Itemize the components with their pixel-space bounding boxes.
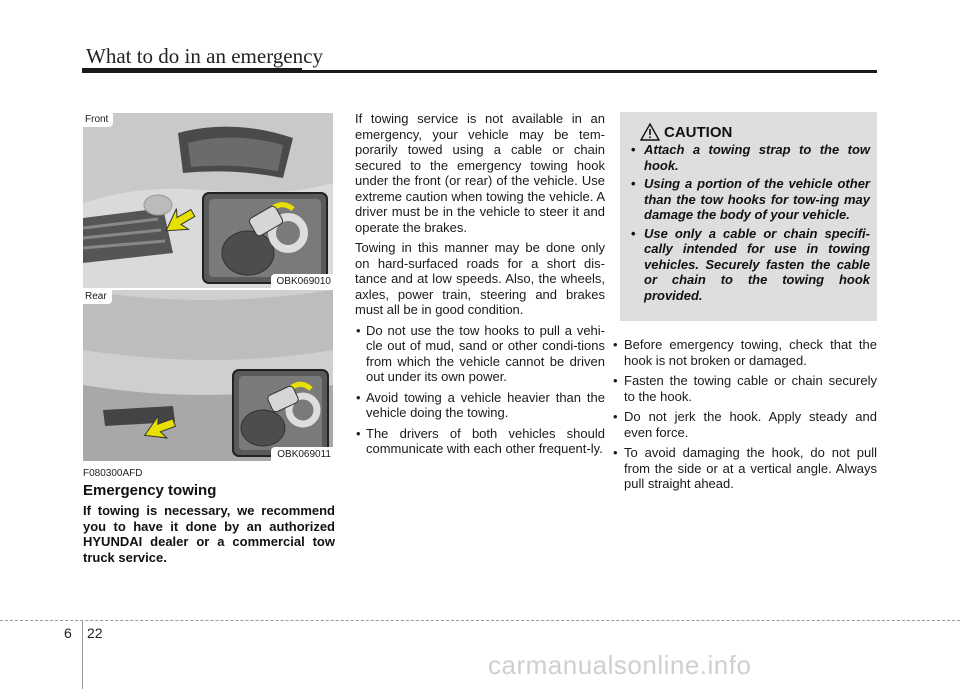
list-item: • Do not jerk the hook. Apply steady and even force. <box>612 409 877 440</box>
bullet-list <box>355 323 605 457</box>
rear-bumper-illustration <box>83 290 333 461</box>
list-item: • Avoid towing a vehicle heavier than the vehicle doing the towing. <box>355 390 605 421</box>
section-intro: If towing is necessary, we recommend you to have it done by an authorized HYUNDAI dealer or a commercial tow truck service. <box>83 503 335 565</box>
page-header-title: What to do in an emergency <box>86 44 323 68</box>
caution-title: CAUTION <box>664 124 733 141</box>
caution-list <box>628 142 870 306</box>
list-item: • Before emergency towing, check that the hook is not broken or damaged. <box>612 337 877 368</box>
caution-item: • Attach a towing strap to the tow hook. <box>628 142 870 173</box>
header-rule-accent <box>82 68 302 73</box>
list-item: • To avoid damaging the hook, do not pull from the side or at a vertical angle. Always pull straight ahead. <box>612 445 877 492</box>
chapter-number: 6 <box>64 625 72 641</box>
caution-item: • Using a portion of the vehicle other than the tow hooks for tow-ing may damage the body of your vehicle. <box>628 176 870 223</box>
page-number: 22 <box>87 625 103 641</box>
figure-code-rear: OBK069011 <box>271 447 333 461</box>
paragraph: Towing in this manner may be done only on hard-surfaced roads for a short dis-tance and at low speeds. Also, the wheels, axles, power train, steering and brakes must all be in good condition. <box>355 240 605 317</box>
caution-item: • Use only a cable or chain specifi-cally intended for use in towing vehicles. Securely fasten the cable or chain to the towing hook provided. <box>628 226 870 304</box>
footer-rule <box>0 620 960 621</box>
paragraph: If towing service is not available in an emergency, your vehicle may be tem-porarily towed using a cable or chain secured to the emergency towing hook under the front (or rear) of the vehicle. Use extreme caution when towing the vehicle. A driver must be in the vehicle to steer it and operate the brakes. <box>355 111 605 235</box>
figure-code-front: OBK069010 <box>271 274 334 288</box>
list-item: • Do not use the tow hooks to pull a vehi-cle out of mud, sand or other condi-tions from which the vehicle cannot be driven out under its own power. <box>355 323 605 385</box>
section-heading: Emergency towing <box>83 482 217 499</box>
section-code: F080300AFD <box>83 468 143 479</box>
rear-tow-hook-figure <box>83 290 333 461</box>
figure-label-rear: Rear <box>83 290 112 304</box>
front-tow-hook-figure <box>83 113 333 288</box>
column-3 <box>612 337 877 497</box>
watermark: carmanualsonline.info <box>488 650 752 680</box>
warning-triangle-icon <box>640 122 660 142</box>
bullet-list <box>612 337 877 492</box>
footer-divider <box>82 620 83 689</box>
column-2 <box>355 111 605 462</box>
caution-box <box>620 112 877 321</box>
list-item: • The drivers of both vehicles should communicate with each other frequent-ly. <box>355 426 605 457</box>
front-bumper-illustration <box>83 113 333 288</box>
figure-label-front: Front <box>83 113 113 127</box>
list-item: • Fasten the towing cable or chain securely to the hook. <box>612 373 877 404</box>
